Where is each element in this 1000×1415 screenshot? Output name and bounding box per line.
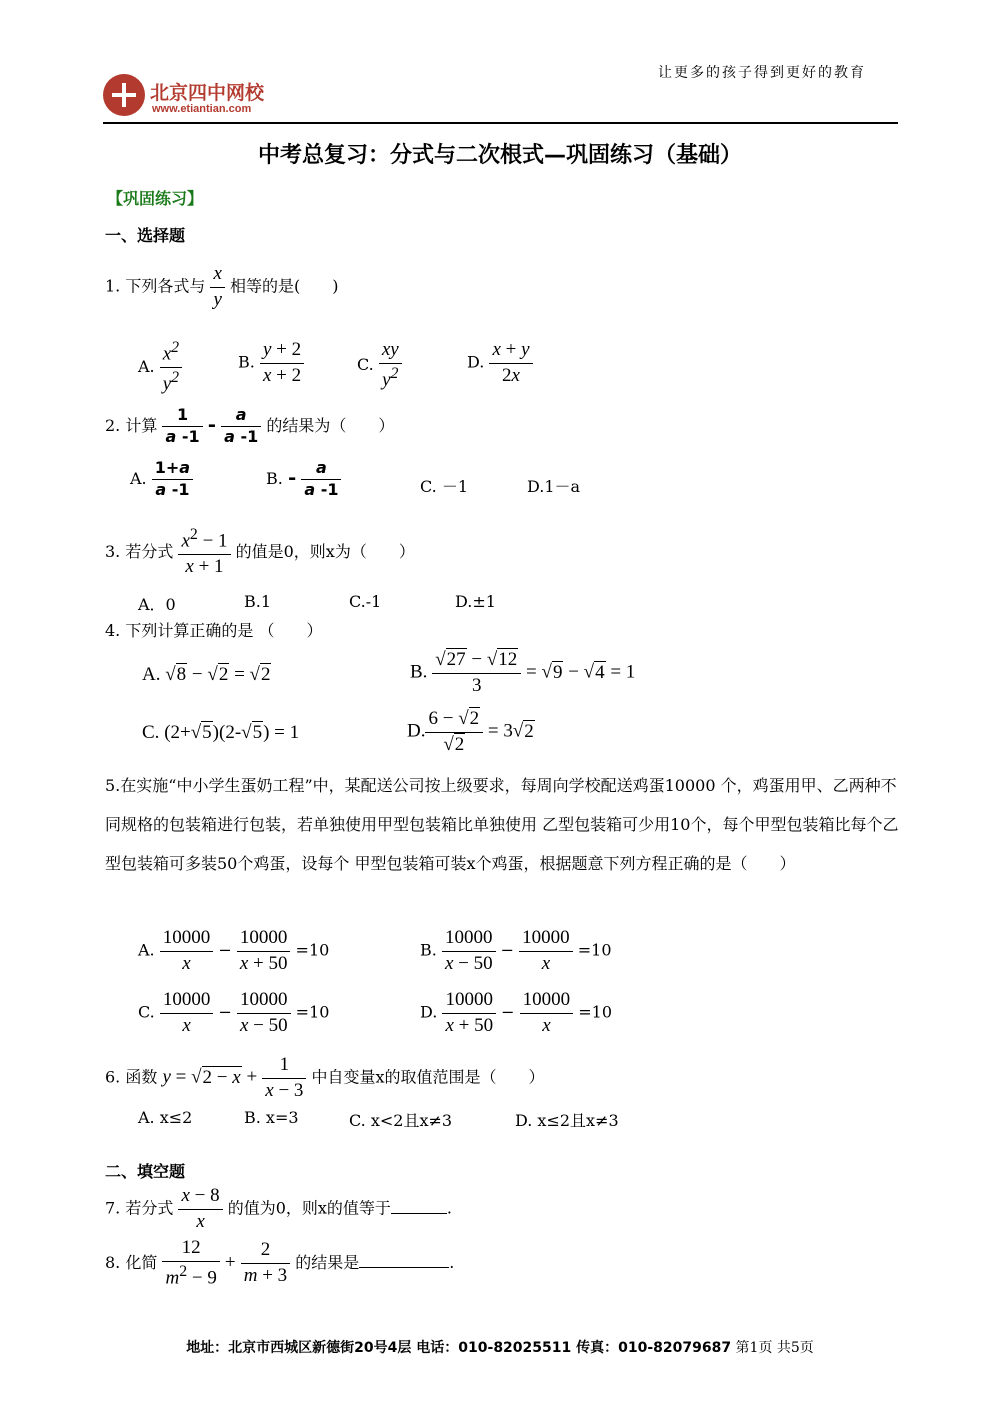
question-8: 8. 化简 $\frac{12}{m^2 - 9}$ + $\frac{2}{m + 3}$ 的结果是 . (105, 1237, 455, 1289)
q1-lead: 1. 下列各式与 (105, 276, 206, 296)
q1-option-a: A. $\frac{x^2}{y^2}$ (138, 338, 182, 397)
q7-answer-blank[interactable] (391, 1213, 447, 1214)
q4-option-d: D. $\frac{6 - √2}{√2}$ = 3√2 (407, 708, 534, 755)
q1-tail: 相等的是( ) (229, 276, 339, 296)
q3-option-a: A．0 (138, 595, 176, 614)
question-4: 4. 下列计算正确的是 （ ） (105, 621, 323, 640)
question-7: 7. 若分式 $\frac{x - 8}{x}$ 的值为0，则x的值等于 . (105, 1185, 453, 1232)
question-1 (105, 262, 338, 312)
q3-option-c: C.-1 (349, 592, 382, 611)
q4-option-b: B. $\frac{√27 - √12}{3}$ = √9 − √4 = 1 (410, 649, 636, 696)
part2-heading: 二、填空题 (105, 1162, 186, 1181)
q2-option-d: D.1－a (527, 477, 581, 496)
q6-option-a: A. x≤2 (138, 1108, 193, 1127)
q1-option-d: D. $\frac{x + y}{2x}$ (467, 338, 533, 388)
q6-option-b: B. x=3 (244, 1108, 299, 1127)
page-title: 中考总复习：分式与二次根式—巩固练习（基础） (257, 143, 742, 168)
q8-answer-blank[interactable] (359, 1267, 449, 1268)
question-3: 3. 若分式 $\frac{x^2 - 1}{x + 1}$ 的值是0，则x为（ ） (105, 526, 415, 578)
part1-heading: 一、选择题 (105, 226, 186, 245)
question-5: 5.在实施“中小学生蛋奶工程”中，某配送公司按上级要求，每周向学校配送鸡蛋10000 个，鸡蛋用甲、乙两种不同规格的包装箱进行包装，若单独使用甲型包装箱比单独使用 乙型包装箱可少用10个，每个甲型包装箱比每个乙型包装箱可多装50个鸡蛋，设每个 甲型包装箱可装x个鸡蛋，根据题意下列方程正确的是（ ） (105, 776, 899, 873)
question-6: 6. 函数 y = √2 − x + $\frac{1}{x - 3}$ 中自变量x的取值范围是（ ） (105, 1054, 545, 1101)
q2-option-b: B. - $\frac{a}{a -1}$ (266, 458, 341, 501)
q2-option-c: C. －1 (420, 477, 469, 496)
q1-fraction: $\frac{x}{y}$ (210, 262, 224, 312)
logo-url: www.etiantian.com (152, 103, 252, 115)
q3-option-d: D.±1 (455, 592, 496, 611)
logo-emblem-icon (103, 74, 145, 116)
logo-name: 北京四中网校 (150, 82, 265, 104)
q6-option-c: C. x<2且x≠3 (349, 1111, 453, 1130)
q5-option-c: C. $\frac{10000}{x}$ − $\frac{10000}{x - 50}$ =10 (138, 989, 330, 1036)
q5-option-d: D. $\frac{10000}{x + 50}$ − $\frac{10000}{x}$ =10 (420, 989, 613, 1036)
q2-option-a: A. $\frac{1+a}{a -1}$ (130, 458, 193, 501)
footer-address: 地址：北京市西城区新德街20号4层 电话：010-82025511 传真：010-82079687 (186, 1340, 732, 1356)
footer (0, 1337, 1000, 1357)
q6-option-d: D. x≤2且x≠3 (515, 1111, 619, 1130)
q1-option-b: B. $\frac{y + 2}{x + 2}$ (238, 338, 304, 388)
q4-option-a: A. √8 − √2 = √2 (142, 664, 271, 685)
q5-option-b: B. $\frac{10000}{x - 50}$ − $\frac{10000}{x}$ =10 (420, 927, 612, 974)
q3-option-b: B.1 (244, 592, 272, 611)
q4-option-c: C. (2+√5)(2-√5) = 1 (142, 722, 300, 743)
q1-option-c: C. $\frac{xy}{y^2}$ (357, 338, 402, 393)
question-2: 2. 计算 $\frac{1}{a -1}$ - $\frac{a}{a -1}$ 的结果为（ ） (105, 405, 395, 446)
header-slogan: 让更多的孩子得到更好的教育 (658, 65, 866, 81)
section-tag: 【巩固练习】 (107, 189, 204, 208)
header-divider (103, 122, 898, 124)
footer-page: 第1页 共5页 (735, 1340, 814, 1356)
q5-option-a: A. $\frac{10000}{x}$ − $\frac{10000}{x + 50}$ =10 (138, 927, 330, 974)
